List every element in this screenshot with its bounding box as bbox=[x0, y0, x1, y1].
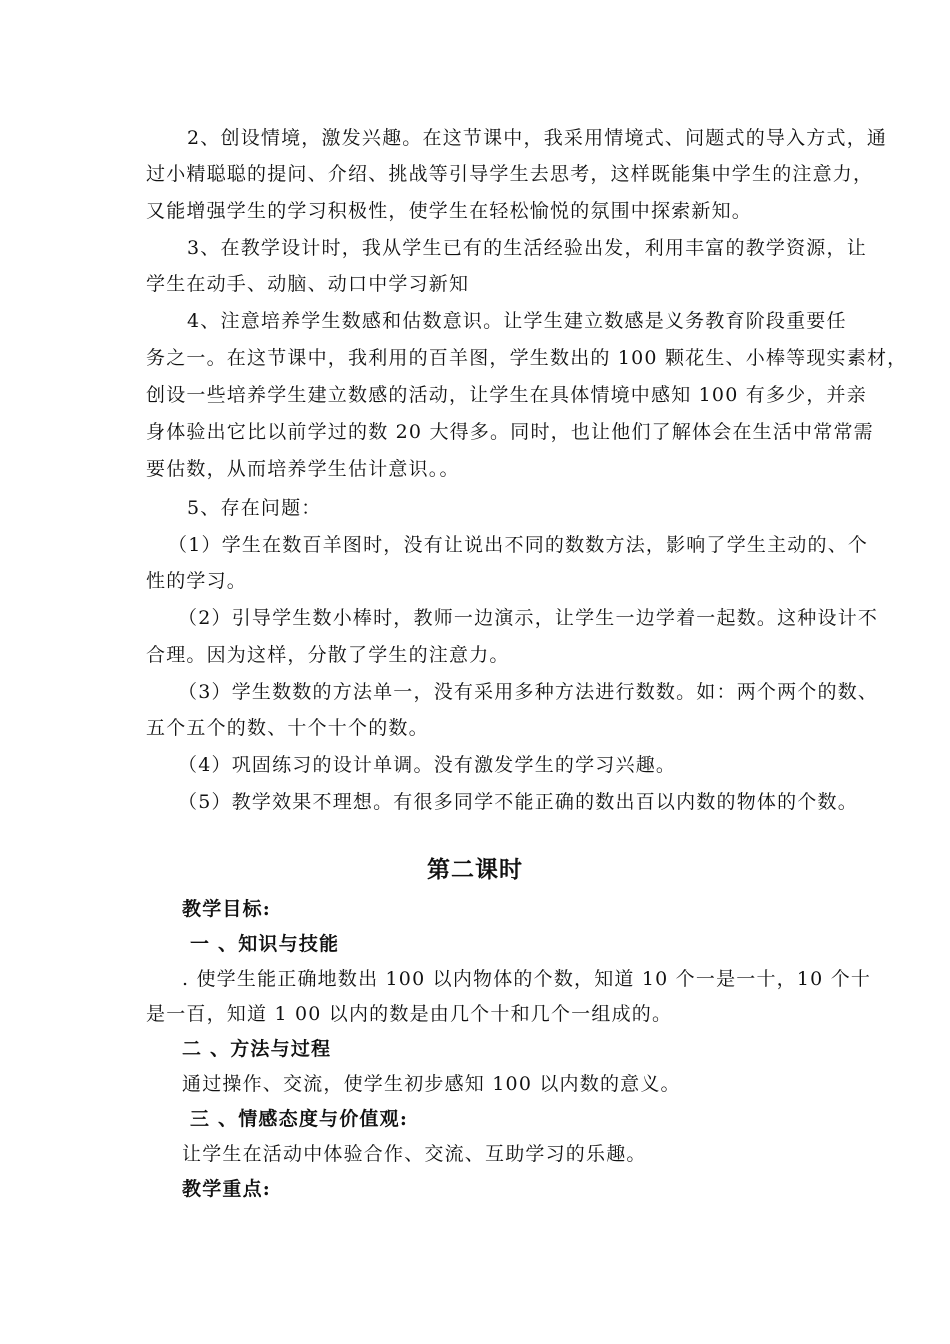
paragraph-text-line: 又能增强学生的学习积极性，使学生在轻松愉悦的氛围中探索新知。 bbox=[146, 200, 753, 222]
paragraph-text-line: 务之一。在这节课中，我利用的百羊图，学生数出的 100 颗花生、小棒等现实素材， bbox=[146, 347, 908, 369]
knowledge-text-line: . 使学生能正确地数出 100 以内物体的个数，知道 10 个一是一十，10 个十 bbox=[182, 968, 872, 990]
emotion-heading: 三 、情感态度与价值观: bbox=[190, 1108, 409, 1130]
paragraph-text-line: 3、在教学设计时，我从学生已有的生活经验出发，利用丰富的教学资源，让 bbox=[187, 237, 867, 259]
emotion-text: 让学生在活动中体验合作、交流、互助学习的乐趣。 bbox=[182, 1143, 647, 1165]
list-item-line: 五个五个的数、十个十个的数。 bbox=[146, 717, 429, 739]
method-text: 通过操作、交流，使学生初步感知 100 以内数的意义。 bbox=[182, 1073, 681, 1095]
paragraph-text-line: 学生在动手、动脑、动口中学习新知 bbox=[146, 273, 470, 295]
method-heading: 二 、方法与过程 bbox=[182, 1038, 332, 1060]
section-title: 第二课时 bbox=[427, 856, 523, 883]
paragraph-text-line: 身体验出它比以前学过的数 20 大得多。同时，也让他们了解体会在生活中常常需 bbox=[146, 421, 874, 443]
objectives-label: 教学目标: bbox=[182, 898, 272, 920]
knowledge-text-line: 是一百，知道 1 00 以内的数是由几个十和几个一组成的。 bbox=[146, 1003, 673, 1025]
list-item-line: （5）教学效果不理想。有很多同学不能正确的数出百以内数的物体的个数。 bbox=[178, 791, 858, 813]
paragraph-text-line: 4、注意培养学生数感和估数意识。让学生建立数感是义务教育阶段重要任 bbox=[187, 310, 847, 332]
list-item-line: （1）学生在数百羊图时，没有让说出不同的数数方法，影响了学生主动的、个 bbox=[168, 534, 869, 556]
list-item-line: （2）引导学生数小棒时，教师一边演示，让学生一边学着一起数。这种设计不 bbox=[178, 607, 879, 629]
list-item-line: （4）巩固练习的设计单调。没有激发学生的学习兴趣。 bbox=[178, 754, 677, 776]
key-points-label: 教学重点: bbox=[182, 1178, 272, 1200]
knowledge-heading: 一 、知识与技能 bbox=[190, 933, 340, 955]
list-item-line: （3）学生数数的方法单一，没有采用多种方法进行数数。如：两个两个的数、 bbox=[178, 681, 879, 703]
list-item-line: 性的学习。 bbox=[146, 570, 248, 592]
paragraph-text-line: 过小精聪聪的提问、介绍、挑战等引导学生去思考，这样既能集中学生的注意力， bbox=[146, 163, 874, 185]
paragraph-text-line: 创设一些培养学生建立数感的活动，让学生在具体情境中感知 100 有多少，并亲 bbox=[146, 384, 867, 406]
paragraph-text-line: 5、存在问题： bbox=[187, 497, 322, 519]
list-item-line: 合理。因为这样，分散了学生的注意力。 bbox=[146, 644, 510, 666]
paragraph-text-line: 要估数，从而培养学生估计意识。。 bbox=[146, 458, 460, 480]
paragraph-text-line: 2、创设情境，激发兴趣。在这节课中，我采用情境式、问题式的导入方式，通 bbox=[187, 127, 888, 149]
